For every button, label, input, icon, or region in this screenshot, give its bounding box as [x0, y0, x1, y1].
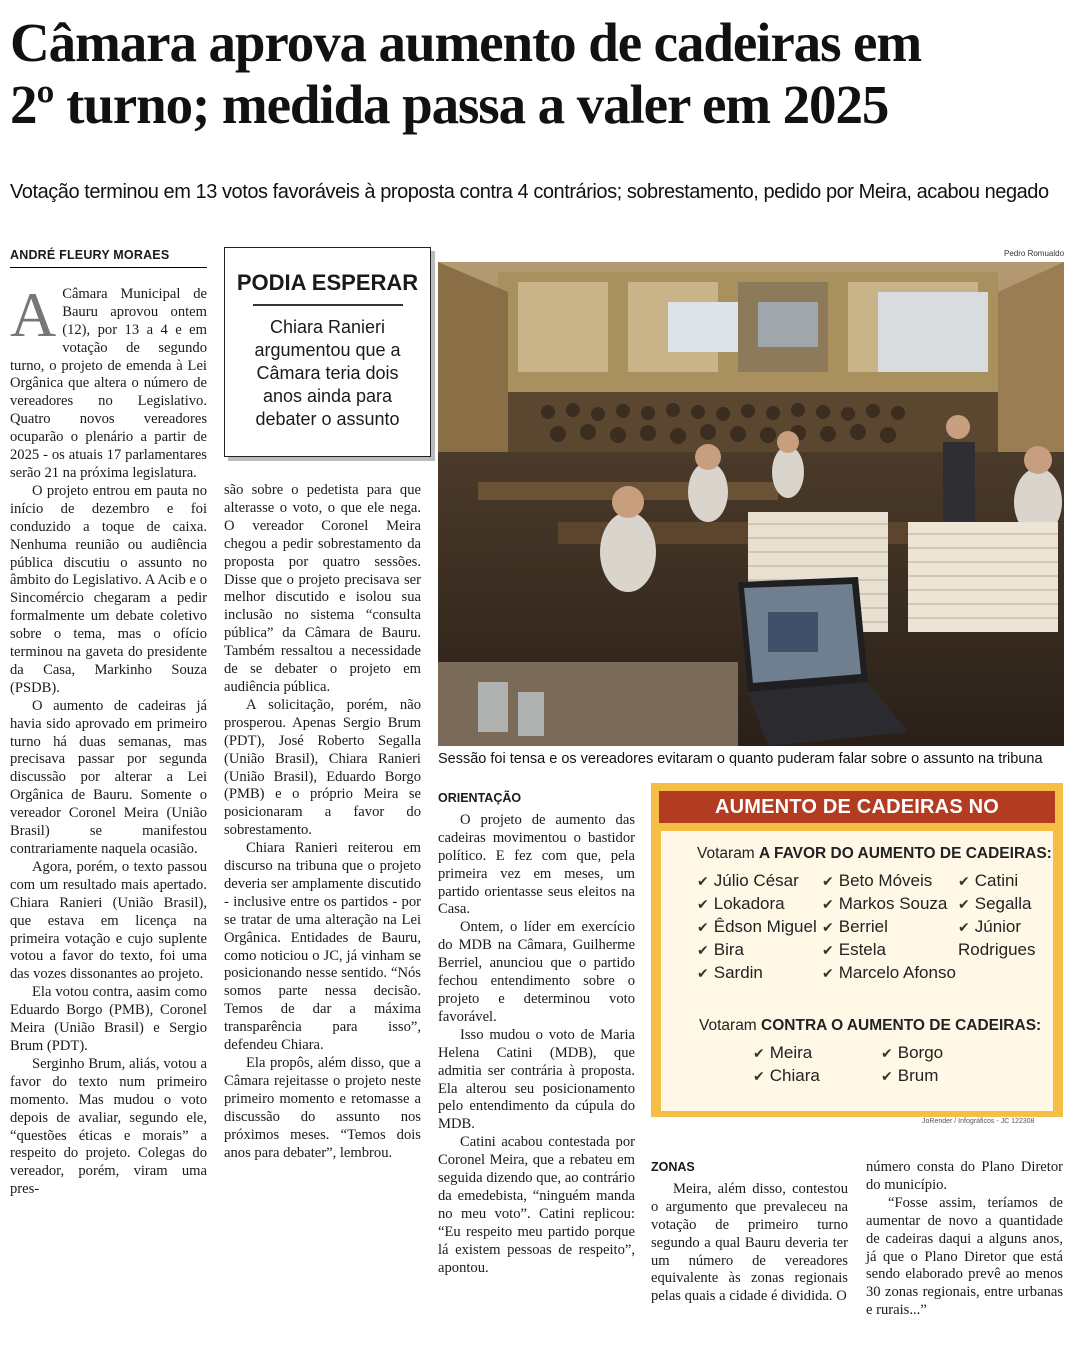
headline-line-1: Câmara aprova aumento de cadeiras em	[10, 12, 922, 73]
paragraph: A solicitação, porém, não prosperou. Apenas Sergio Brum (PDT), José Roberto Segalla (União Brasil), Chiara Ranieri (União Brasil), Eduardo Borgo (PMB) e o próprio Meira se posicionaram a favor do sobrestamento.	[224, 696, 421, 839]
lead-paragraph: A Câmara Municipal de Bauru aprovou ontem (12), por 13 a 4 e em votação de segundo turno, o projeto de emenda à Lei Orgânica que altera o número de vereadores no Legislativo. Quatro novos vereadores ocuparão o plenário a partir de 2025 - os atuais 17 parlamentares serão 21 na próxima legislatura.	[10, 278, 207, 481]
paragraph: Catini acabou contestada por Coronel Meira, que a rebateu em seguida dizendo que, ao contrário da emedebista, “ninguém manda no meu voto”. Catini replicou: “Eu respeito meu partido porque lá existem pessoas de respeito”, apontou.	[438, 1134, 635, 1276]
vote-item: ✔ Berriel	[822, 917, 888, 936]
vote-item: ✔ Meira	[753, 1043, 813, 1062]
infographic-panel	[661, 831, 1053, 1111]
checkmark-icon: ✔	[822, 966, 834, 982]
pullquote-box	[224, 247, 431, 457]
checkmark-icon: ✔	[697, 897, 709, 913]
checkmark-icon: ✔	[822, 920, 834, 936]
byline: ANDRÉ FLEURY MORAES	[10, 247, 207, 268]
photo-caption: Sessão foi tensa e os vereadores evitaram o quanto puderam falar sobre o assunto na tribuna	[438, 751, 1043, 767]
checkmark-icon: ✔	[881, 1069, 893, 1085]
paragraph: O projeto de aumento das cadeiras movimentou o bastidor político. E fez com que, pela primeira vez em meses, um partido orientasse seus eleitos na Casa.	[438, 811, 635, 918]
article-column-5	[866, 1159, 1063, 1320]
checkmark-icon: ✔	[958, 897, 970, 913]
headline-line-2: 2º turno; medida passa a valer em 2025	[10, 74, 889, 135]
article-column-2	[224, 482, 421, 1162]
checkmark-icon: ✔	[697, 943, 709, 959]
subhead-zonas: ZONAS	[651, 1160, 695, 1174]
paragraph: Chiara Ranieri reiterou em discurso na tribuna que o projeto deveria ser amplamente discutido - inclusive entre os partidos - por se tratar de uma alteração na Lei Orgânica. Entidades de Bauru, como noticiou o JC, já vinham se posicionando nesse sentido. “Nós somos parte nessa decisão. Temos de dar a máxima transparência para isso”, defendeu Chiara.	[224, 840, 421, 1054]
paragraph: O projeto entrou em pauta no início de dezembro e foi conduzido a toque de caixa. Nenhuma reunião ou audiência pública discutiu o assunto no âmbito do Legislativo. A Acib e o Sincomércio chegaram a pedir formalmente um debate coletivo sobre o tema, mas o ofício terminou na gaveta do presidente da Casa, Markinho Souza (PSDB).	[10, 482, 207, 696]
vote-item: ✔ Êdson Miguel	[697, 917, 817, 936]
checkmark-icon: ✔	[697, 874, 709, 890]
paragraph: Agora, porém, o texto passou com um resultado mais apertado. Chiara Ranieri (União Brasil), que estava em licença na primeira votação e cujo suplente votou a favor do texto, foi uma das vozes dissonantes ao projeto.	[10, 858, 207, 983]
pullquote-divider	[253, 304, 403, 306]
vote-item: ✔ Markos Souza	[822, 894, 948, 913]
vote-item: ✔ Sardin	[697, 963, 763, 982]
against-heading: Votaram CONTRA O AUMENTO DE CADEIRAS:	[699, 1017, 1042, 1034]
paragraph: Ela propôs, além disso, que a Câmara rejeitasse o projeto neste primeiro momento e retomasse a discussão do assunto nos próximos meses. “Temos dois anos para debater”, lembrou.	[224, 1055, 421, 1161]
paragraph: Ontem, o líder em exercício do MDB na Câmara, Guilherme Berriel, anunciou que o partido fechou entendimento sobre o projeto e determinou voto favorável.	[438, 919, 635, 1025]
paragraph: Isso mudou o voto de Maria Helena Catini (MDB), que admitia ser contrária à proposta. Ela alterou seu posicionamento pelo entendimento da cúpula do MDB.	[438, 1026, 635, 1133]
vote-item: ✔ Bira	[697, 940, 744, 959]
drop-cap: A	[10, 278, 57, 350]
checkmark-icon: ✔	[753, 1069, 765, 1085]
chamber-photo-illustration	[438, 262, 1064, 746]
checkmark-icon: ✔	[881, 1046, 893, 1062]
vote-item: ✔ Brum	[881, 1066, 939, 1085]
pullquote-text: Chiara Ranieri argumentou que a Câmara teria dois anos ainda para debater o assunto	[254, 317, 401, 429]
vote-item: ✔ Catini	[958, 871, 1019, 890]
photo-credit: Pedro Romualdo	[1004, 249, 1065, 258]
checkmark-icon: ✔	[958, 920, 970, 936]
pullquote-title: PODIA ESPERAR	[236, 270, 419, 295]
infographic-title: AUMENTO DE CADEIRAS NO	[659, 791, 1055, 823]
vote-item-continued: Rodrigues	[958, 940, 1036, 959]
headline	[10, 12, 1066, 136]
vote-item: ✔ Borgo	[881, 1043, 944, 1062]
vote-item: ✔ Segalla	[958, 894, 1032, 913]
article-column-4	[651, 1159, 848, 1306]
checkmark-icon: ✔	[958, 874, 970, 890]
checkmark-icon: ✔	[822, 897, 834, 913]
vote-item: ✔ Júlio César	[697, 871, 799, 890]
vote-item: ✔ Lokadora	[697, 894, 785, 913]
subheadline: Votação terminou em 13 votos favoráveis à proposta contra 4 contrários; sobrestamento, pedido por Meira, acabou negado	[10, 181, 1049, 203]
infographic-credit: JoRender / Infográficos - JC 122308	[922, 1118, 1035, 1125]
checkmark-icon: ✔	[822, 874, 834, 890]
favor-heading: Votaram A FAVOR DO AUMENTO DE CADEIRAS:	[697, 845, 1052, 862]
article-column-3	[438, 790, 635, 1277]
session-photo	[438, 262, 1064, 746]
checkmark-icon: ✔	[697, 966, 709, 982]
paragraph: Serginho Brum, aliás, votou a favor do texto num primeiro momento. Mas mudou o voto depois de avaliar, segundo ele, “questões éticas e morais” a respeito do projeto. Colegas do vereador, porém, viram uma pres-	[10, 1055, 207, 1198]
checkmark-icon: ✔	[822, 943, 834, 959]
vote-item: ✔ Beto Móveis	[822, 871, 933, 890]
checkmark-icon: ✔	[697, 920, 709, 936]
paragraph: O aumento de cadeiras já havia sido aprovado em primeiro turno há duas semanas, mas precisava passar por segunda discussão por alterar a Lei Orgânica de Bauru. Somente o vereador Coronel Meira (União Brasil) se manifestou contrariamente naquela ocasião.	[10, 697, 207, 857]
votes-infographic	[651, 783, 1063, 1117]
vote-item: ✔ Chiara	[753, 1066, 820, 1085]
subhead-orientacao: ORIENTAÇÃO	[438, 791, 522, 805]
vote-item: ✔ Marcelo Afonso	[822, 963, 956, 982]
vote-item: ✔ Júnior	[958, 917, 1022, 936]
checkmark-icon: ✔	[753, 1046, 765, 1062]
paragraph: Meira, além disso, contestou o argumento que prevaleceu na votação de primeiro turno segundo a qual Bauru deveria ter um número de vereadores equivalente às zonas regionais pelas quais a cidade é dividida. O	[651, 1180, 848, 1305]
paragraph: são sobre o pedetista para que alterasse o voto, o que ele nega. O vereador Coronel Meira chegou a pedir sobrestamento da proposta por quatro sessões. Disse que o projeto precisava ser melhor discutido e isolou sua inclusão no sistema “consulta pública” da Câmara de Bauru. Também ressaltou a necessidade de se debater o projeto em audiência pública.	[224, 482, 421, 695]
paragraph: Ela votou contra, aasim como Eduardo Borgo (PMB), Coronel Meira (União Brasil) e Sergio Brum (PDT).	[10, 984, 207, 1054]
paragraph: número consta do Plano Diretor do município.	[866, 1159, 1063, 1193]
article-column-1	[10, 247, 207, 1199]
paragraph: “Fosse assim, teríamos de aumentar de novo a quantidade de cadeiras daqui a alguns anos, já que o Plano Diretor que está sendo elaborado prevê ao menos 30 zonas regionais, entre urbanas e rurais...”	[866, 1194, 1063, 1319]
vote-item: ✔ Estela	[822, 940, 886, 959]
